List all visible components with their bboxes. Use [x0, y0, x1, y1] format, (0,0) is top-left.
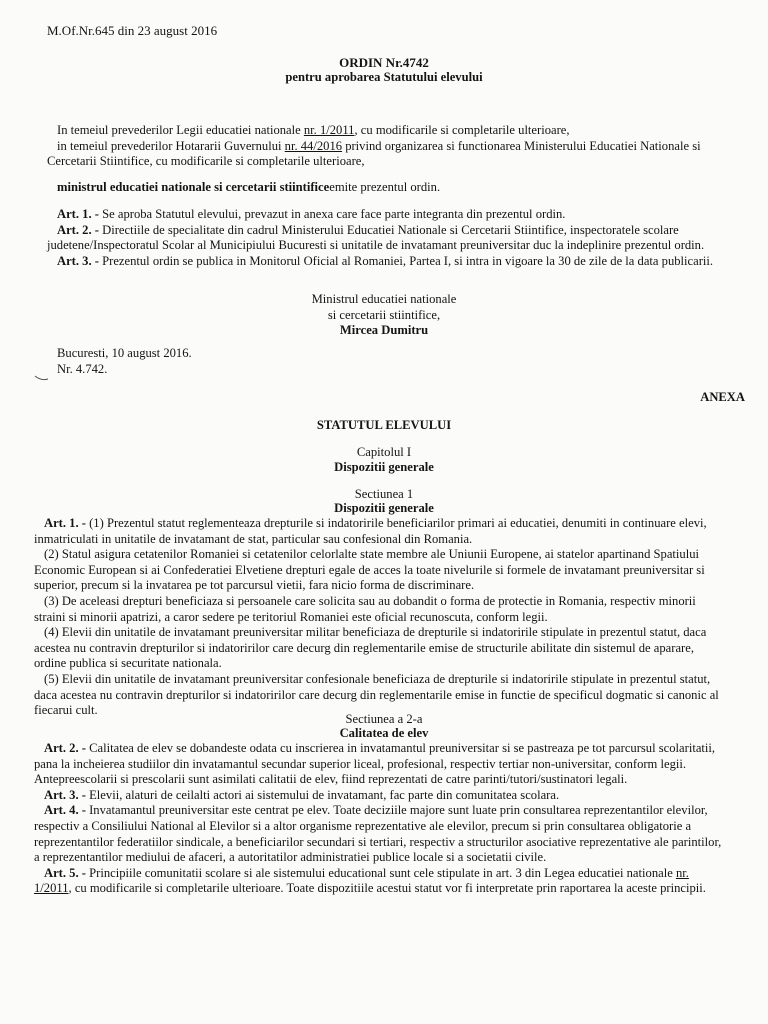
article-label: Art. 5. - — [44, 865, 86, 880]
article-text: Prezentul ordin se publica in Monitorul Oficial al Romaniei, Partea I, si intra in vigoare la 30 de zile de la data publicarii. — [98, 253, 714, 268]
annex-art-1-par-2: (2) Statul asigura cetatenilor Romaniei si cetatenilor celorlalte state membre ale Uniunii Europene, ai statelor apartinand Spatiului Economic European si ai Confederatiei Elvetiene drepturi egale de acces la toate nivelurile si formele de invatamant preuniversitar si superior, precum si la invatarea pe tot parcursul vietii, fara nicio forma de discriminare. — [34, 547, 705, 593]
order-article-2 — [47, 223, 727, 254]
issuer-name: ministrul educatiei nationale si cercetarii stiintifice — [57, 180, 330, 194]
order-article-3 — [47, 254, 727, 270]
article-text: (1) Prezentul statut reglementeaza drepturile si indatoririle beneficiarilor primari ai educatiei, denumiti in continuare elevi, inmatriculati in unitatile de invatamant de stat, particular sau confesional din Romania. — [34, 516, 707, 546]
article-label: Art. 2. - — [44, 741, 86, 755]
section-1-title: Dispozitii generale — [334, 501, 434, 515]
signature-role-line2: si cercetarii stiintifice, — [327, 307, 441, 322]
dateline — [57, 346, 192, 377]
law-reference-link[interactable]: nr. 1/2011 — [34, 865, 689, 896]
annex-art-1-par-5: (5) Elevii din unitatile de invatamant preuniversitar confesionale beneficiaza de drepturile si indatoririle stipulate in prezentul statut, daca acestea nu contravin drepturilor si indatoririlor care decurg din reglementarile emise in functie de specificul dogmatic si canonic al fiecarui cult. — [34, 671, 719, 718]
article-text: Invatamantul preuniversitar este centrat pe elev. Toate deciziile majore sunt luate prin consultarea reprezentantilor elevilor, respectiv a Consiliului National al Elevilor si a altor organisme reprezentative ale elevilor, precum si prin consultarea obligatorie a reprezentantilor federatiilor sindicale, a beneficiarilor secundari si tertiari, respectiv a structurilor asociative reprezentative ale parintilor, a reprezentantilor mediului de afaceri, a autoritatilor administratiei publice locale si a societatii civile. — [34, 803, 722, 865]
annex-label: ANEXA — [700, 390, 745, 404]
annex-art-3 — [34, 788, 727, 804]
article-label: Art. 1. - — [44, 516, 86, 530]
article-text-end: , cu modificarile si completarile ulterioare. Toate dispozitiile acestui statut vor fi interpretate prin raportarea la aceste principii. — [68, 881, 706, 896]
preamble — [47, 123, 727, 170]
annex-art-5 — [34, 866, 727, 897]
article-label: Art. 4. - — [44, 803, 86, 818]
signature-role-line1: Ministrul educatiei nationale — [311, 292, 457, 306]
signature-block — [0, 292, 768, 339]
section-1-body — [34, 516, 727, 719]
annex-art-1-par-4: (4) Elevii din unitatile de invatamant preuniversitar militar beneficiaza de drepturile si indatoririle stipulate in prezentul statut, daca acestea nu contravin drepturilor si indatoririlor care decurg din reglementarile emise de structurile abilitate din sistemul de aparare, ordine publica si securitate nationala. — [34, 625, 707, 671]
hg-reference-link[interactable]: nr. 44/2016 — [284, 138, 343, 153]
preamble-law-text: In temeiul prevederilor Legii educatiei nationale — [57, 123, 304, 137]
section-1-heading: Sectiunea 1 — [354, 487, 414, 501]
article-label: Art. 3. - — [57, 253, 99, 268]
annex-art-4 — [34, 803, 727, 865]
preamble-hg-paragraph — [47, 139, 727, 170]
gazette-reference: M.Of.Nr.645 din 23 august 2016 — [47, 23, 218, 38]
article-label: Art. 3. - — [44, 787, 86, 802]
section-2-title: Calitatea de elev — [339, 726, 429, 740]
article-text: Se aproba Statutul elevului, prevazut in anexa care face parte integranta din prezentul ordin. — [98, 207, 566, 221]
annex-art-1-par-1 — [34, 516, 727, 547]
signature-name: Mircea Dumitru — [339, 323, 429, 338]
section-2-body — [34, 741, 727, 897]
chapter-title: Dispozitii generale — [334, 460, 434, 474]
law-reference-link[interactable]: nr. 1/2011 — [303, 123, 355, 137]
order-subtitle: pentru aprobarea Statutului elevului — [285, 70, 483, 84]
article-text: Elevii, alaturi de ceilalti actori ai sistemului de invatamant, fac parte din comunitatea scolara. — [85, 787, 560, 802]
issuer-statement: emite prezentul ordin. — [329, 180, 441, 194]
place-date: Bucuresti, 10 august 2016. — [57, 346, 192, 360]
order-article-1 — [47, 207, 727, 223]
chapter-heading: Capitolul I — [356, 445, 412, 459]
article-text: Calitatea de elev se dobandeste odata cu inscrierea in invatamantul preuniversitar si se pastreaza pe tot parcursul scolaritatii, pana la incheierea studiilor din invatamantul secundar superior liceal, profesional, respectiv tertiar non-universitar, conform legii. Antepreescolarii si prescolarii sunt asimilati calitatii de elev, fiind reprezentati de catre parinti/tutori/sustinatori legali. — [34, 741, 716, 787]
preamble-hg-text: in temeiul prevederilor Hotararii Guvernului — [57, 138, 285, 153]
preamble-law-paragraph — [47, 123, 727, 139]
order-title: ORDIN Nr.4742 — [339, 55, 429, 70]
order-articles — [47, 207, 727, 269]
article-text: Principiile comunitatii scolare si ale sistemului educational sunt cele stipulate in art. 3 din Legea educatiei nationale — [85, 865, 676, 880]
article-label: Art. 1. - — [57, 207, 99, 221]
section-2-heading: Sectiunea a 2-a — [345, 712, 423, 726]
annex-art-1-par-3: (3) De aceleasi drepturi beneficiaza si persoanele care solicita sau au dobandit o forma de protectie in Romania, respectiv minorii straini si minorii apatrizi, a caror sedere pe teritoriul Romaniei este oficial recunoscuta, conform legii. — [34, 593, 696, 624]
preamble-law-text-end: , cu modificarile si completarile ulterioare, — [354, 123, 570, 137]
annex-art-2 — [34, 741, 727, 788]
order-number: Nr. 4.742. — [57, 361, 108, 376]
article-text: Directiile de specialitate din cadrul Ministerului Educatiei Nationale si Cercetarii Stiintifice, inspectoratele scolare judetene/Inspectoratul Scolar al Municipiului Bucuresti si unitatile de invatamant preuniversitar duc la indeplinire prezentul ordin. — [47, 222, 705, 253]
issuer-line — [57, 180, 737, 196]
pen-mark-icon — [34, 372, 50, 382]
article-label: Art. 2. - — [57, 222, 99, 237]
annex-title: STATUTUL ELEVULUI — [316, 418, 452, 432]
preamble-hg-text-end: privind organizarea si functionarea Ministerului Educatiei Nationale si Cercetarii Stiintifice, cu modificarile si completarile ulterioare, — [47, 138, 701, 169]
